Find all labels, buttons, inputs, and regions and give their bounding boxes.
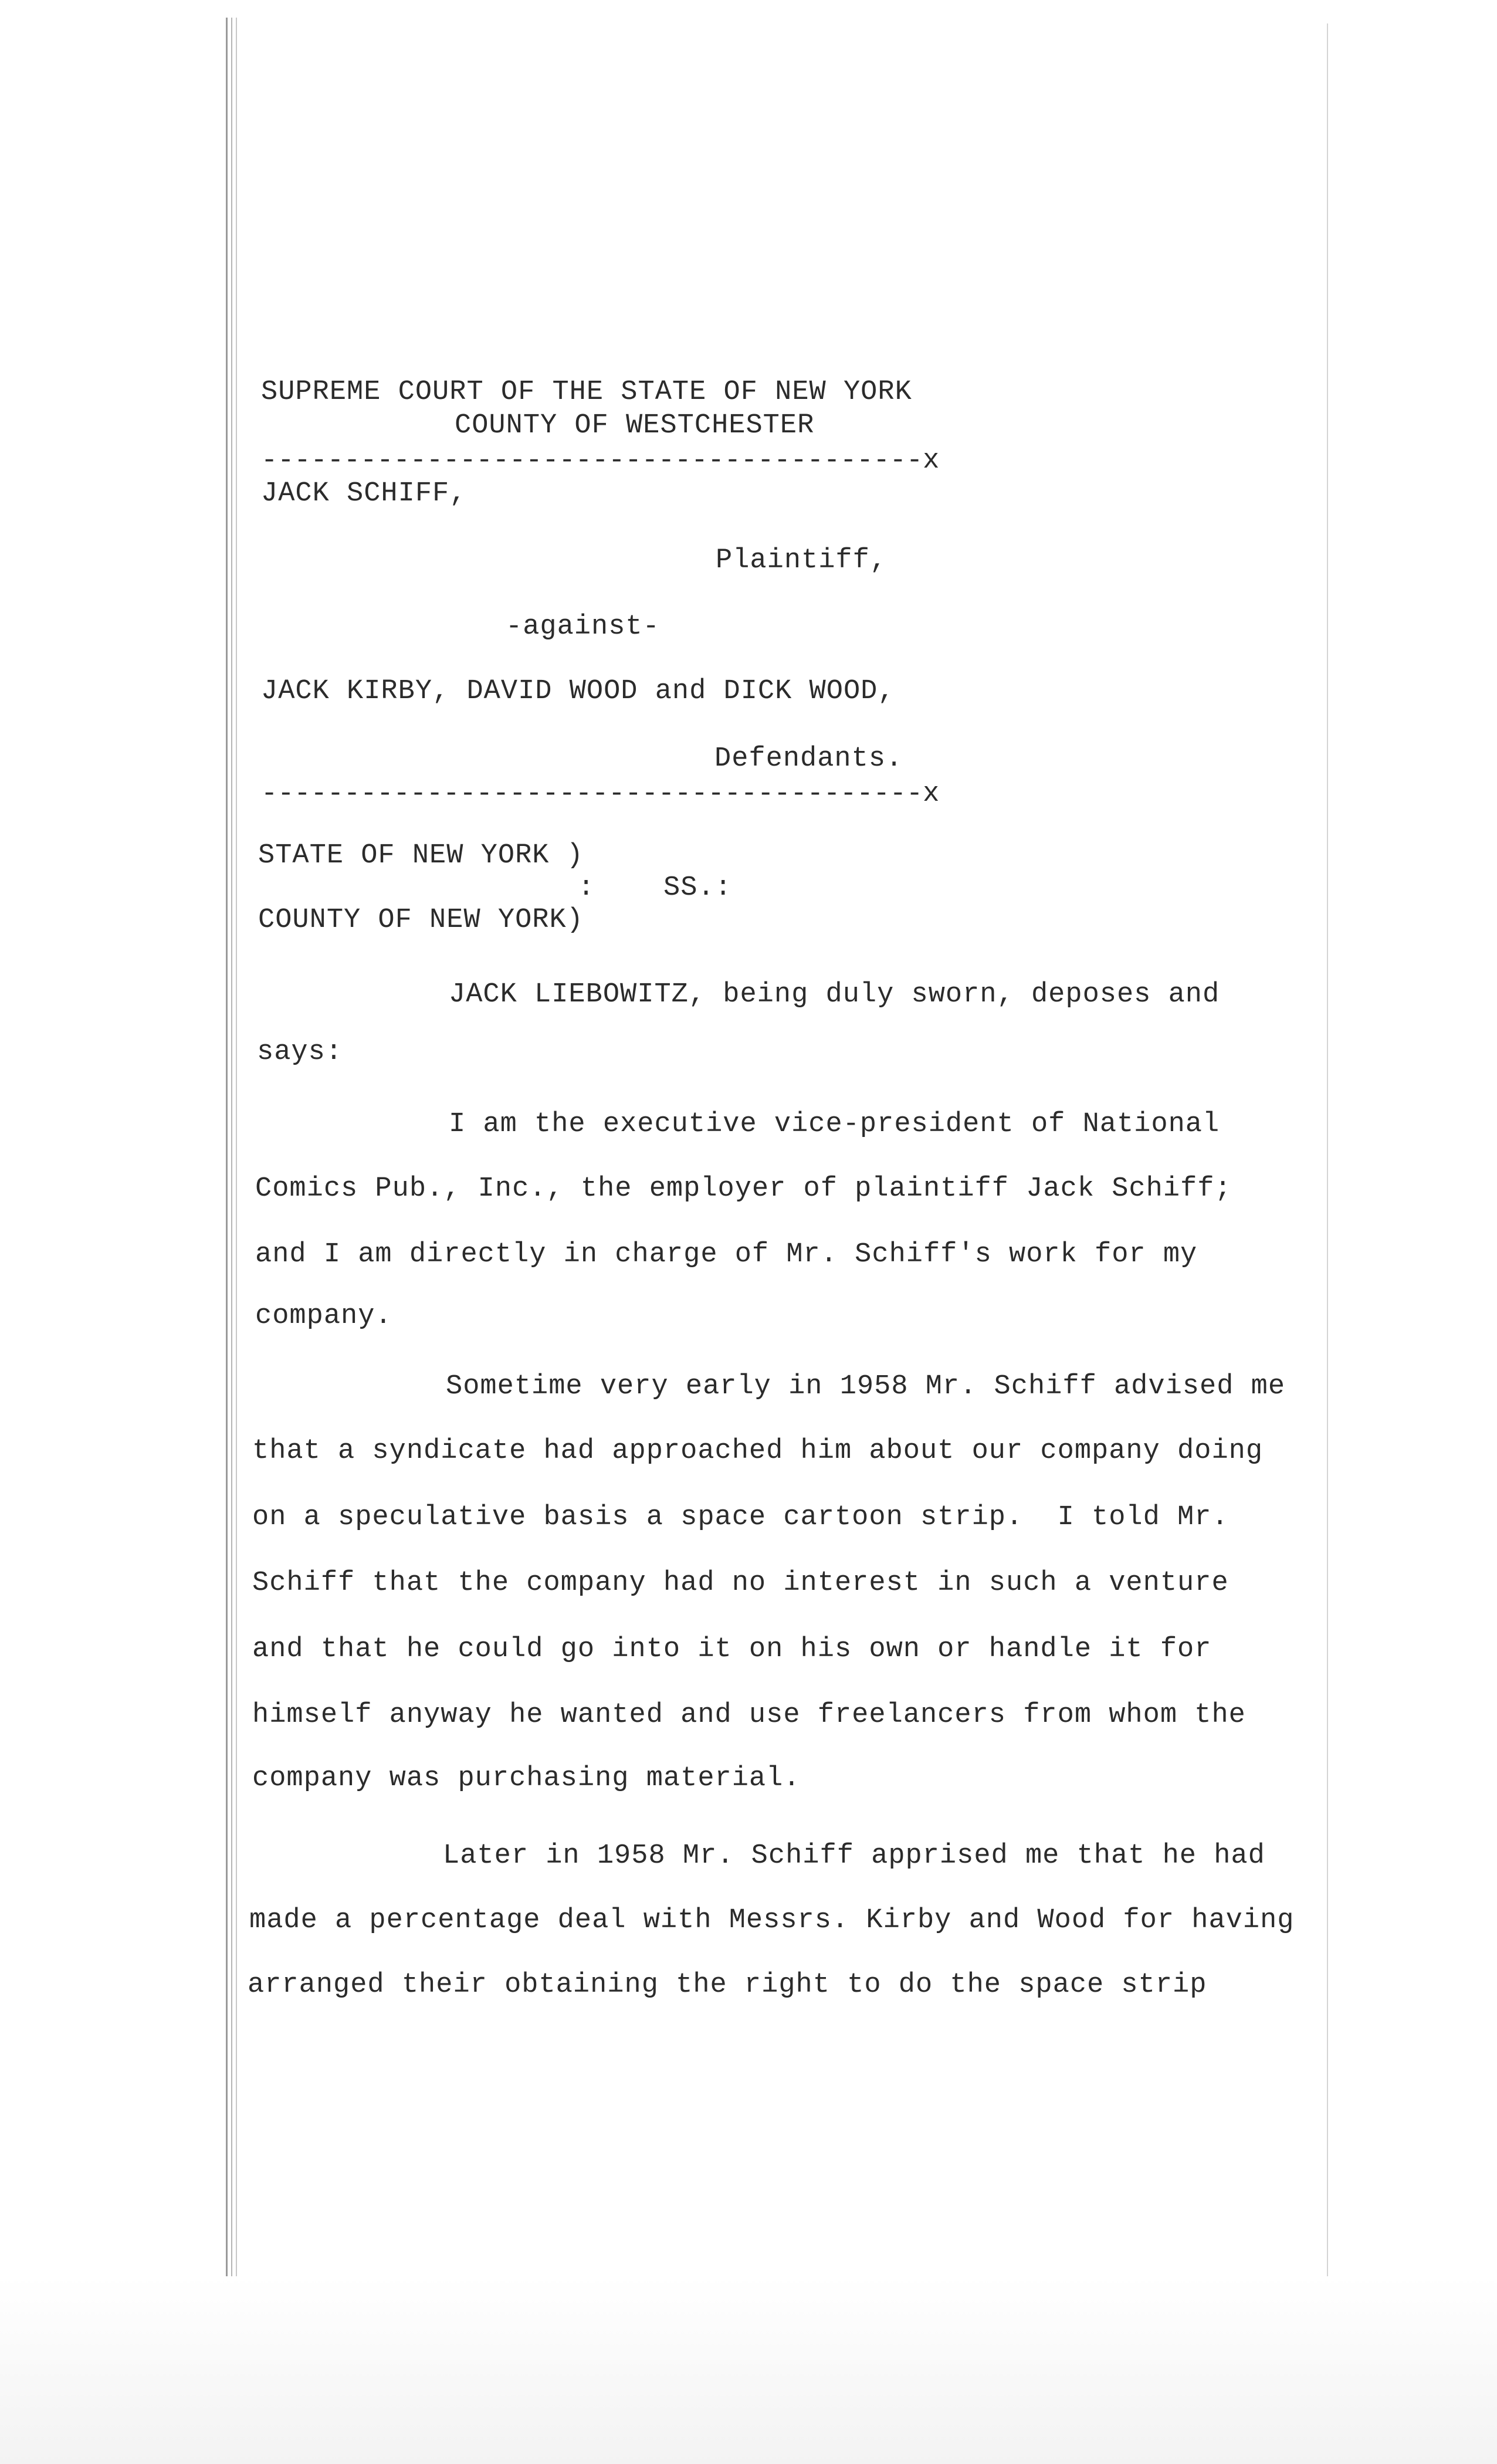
- defendants-role: Defendants.: [714, 743, 903, 774]
- venue-county: COUNTY OF NEW YORK): [258, 905, 584, 936]
- paragraph-line: arranged their obtaining the right to do the space strip: [248, 1969, 1207, 2001]
- court-county: COUNTY OF WESTCHESTER: [455, 410, 815, 441]
- paragraph-line: Comics Pub., Inc., the employer of plaintiff Jack Schiff;: [255, 1173, 1232, 1204]
- paragraph-line: and that he could go into it on his own or handle it for: [252, 1634, 1212, 1665]
- paragraph-line: on a speculative basis a space cartoon strip. I told Mr.: [252, 1502, 1229, 1533]
- paragraph-line: made a percentage deal with Messrs. Kirby and Wood for having: [249, 1905, 1295, 1936]
- paragraph-line: I am the executive vice-president of National: [449, 1109, 1220, 1140]
- defendants-names: JACK KIRBY, DAVID WOOD and DICK WOOD,: [261, 676, 895, 707]
- margin-rule: [236, 18, 237, 2276]
- caption-separator-bottom: ----------------------------------------x: [261, 779, 940, 810]
- margin-rule: [226, 18, 228, 2276]
- venue-state: STATE OF NEW YORK ): [258, 840, 584, 871]
- paragraph-line: Schiff that the company had no interest in such a venture: [252, 1568, 1229, 1599]
- paragraph-line: himself anyway he wanted and use freelancers from whom the: [252, 1700, 1246, 1731]
- plaintiff-name: JACK SCHIFF,: [261, 478, 467, 509]
- paragraph-line: company was purchasing material.: [252, 1763, 801, 1794]
- against-label: -against-: [506, 611, 660, 642]
- scan-shade: [0, 2276, 1497, 2464]
- margin-rule: [231, 18, 232, 2276]
- paragraph-line: Later in 1958 Mr. Schiff apprised me that he had: [443, 1840, 1265, 1871]
- venue-ss: : SS.:: [578, 872, 732, 903]
- intro-line: JACK LIEBOWITZ, being duly sworn, deposes and: [449, 979, 1220, 1010]
- margin-rule-right: [1327, 23, 1328, 2288]
- paragraph-line: Sometime very early in 1958 Mr. Schiff advised me: [446, 1371, 1286, 1402]
- court-name: SUPREME COURT OF THE STATE OF NEW YORK: [261, 377, 912, 408]
- intro-line: says:: [257, 1037, 343, 1068]
- paragraph-line: company.: [255, 1301, 392, 1332]
- plaintiff-role: Plaintiff,: [716, 545, 888, 576]
- paragraph-line: and I am directly in charge of Mr. Schiff's work for my: [255, 1239, 1198, 1270]
- caption-separator-top: ----------------------------------------x: [261, 445, 940, 476]
- paragraph-line: that a syndicate had approached him about our company doing: [252, 1436, 1264, 1467]
